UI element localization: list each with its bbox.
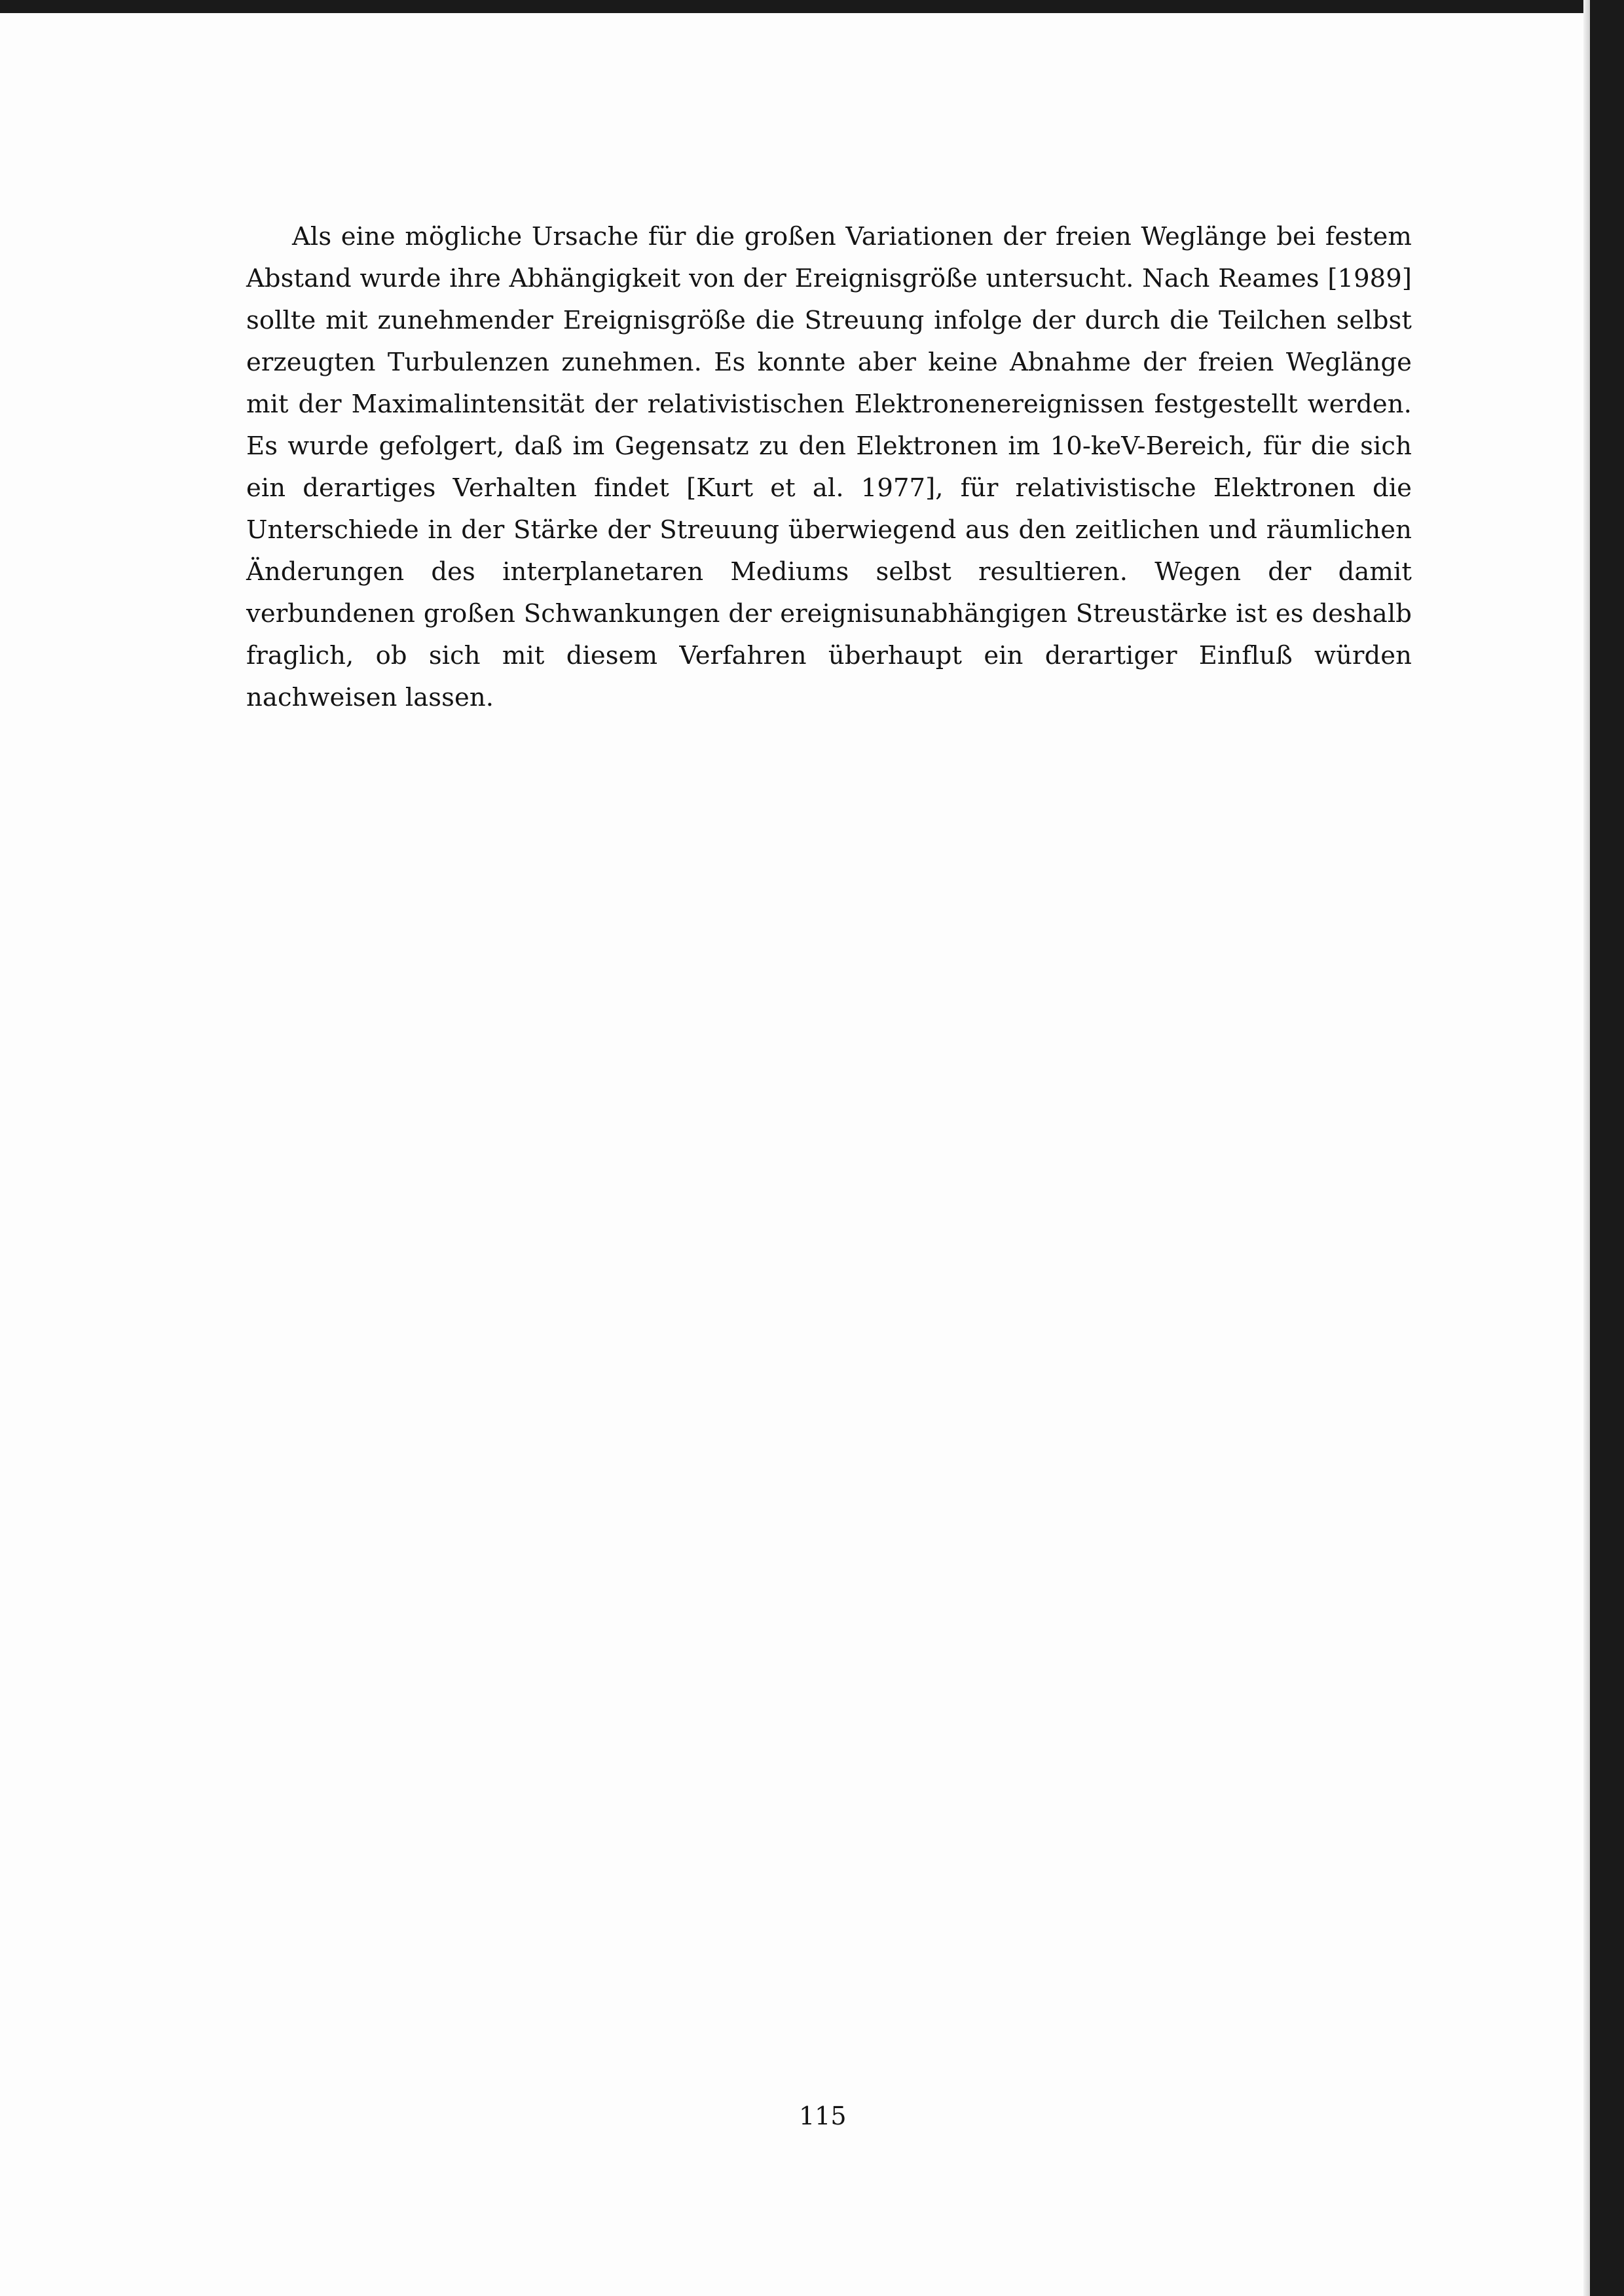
body-paragraph: Als eine mögliche Ursache für die großen Variationen der freien Weglänge bei festem Abstand wurde ihre Abhängigkeit von der Ereignisgröße untersucht. Nach Reames [1989] sollte mit zunehmender Ereignisgröße die Streuung infolge der durch die Teilchen selbst erzeugten Turbulenzen zunehmen. Es konnte aber keine Abnahme der freien Weglänge mit der Maximalintensität der relativistischen Elektronenereignissen festgestellt werden. Es wurde gefolgert, daß im Gegensatz zu den Elektronen im 10-keV-Bereich, für die sich ein derartiges Verhalten findet [Kurt et al. 1977], für relativistische Elektronen die Unterschiede in der Stärke der Streuung überwiegend aus den zeitlichen und räumlichen Änderungen des interplanetaren Mediums selbst resultieren. Wegen der damit verbundenen großen Schwankungen der ereignisunabhängigen Streustärke ist es deshalb fraglich, ob sich mit diesem Verfahren überhaupt ein derartiger Einfluß würden nachweisen lassen. [246,222,1412,712]
scan-border-top [0,0,1624,13]
scan-border-right [1590,0,1624,2296]
scan-page-edge-shadow [1583,0,1590,2296]
page-number: 115 [799,2102,847,2130]
